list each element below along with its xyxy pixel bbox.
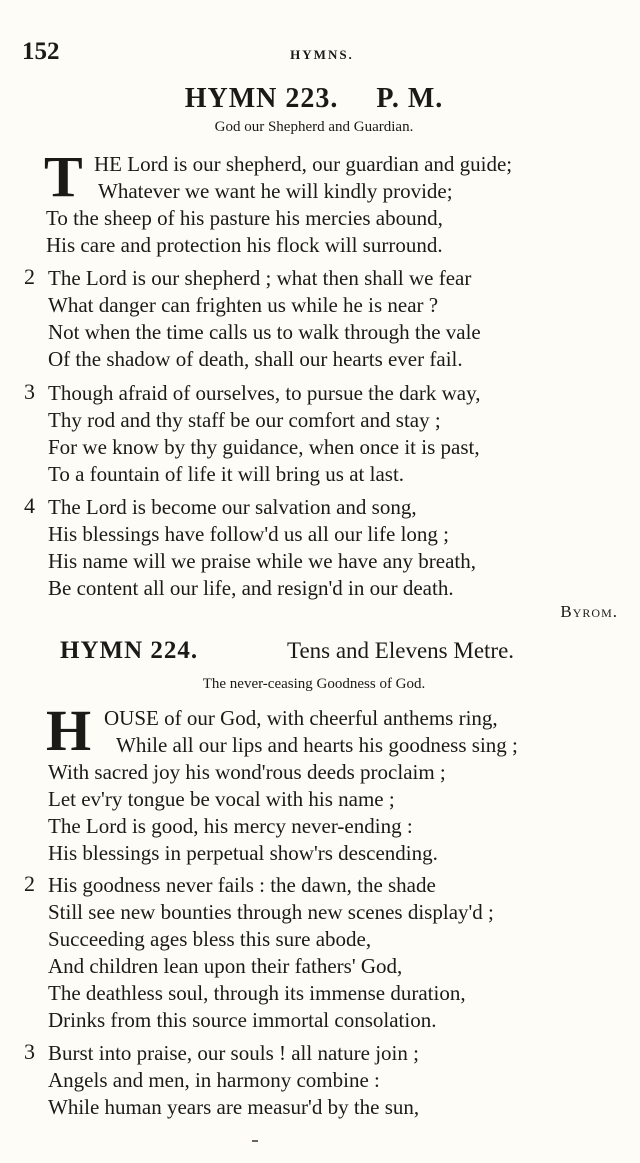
- verse-line: His care and protection his flock will surround.: [46, 233, 443, 257]
- hymn-223-author: Byrom.: [560, 602, 618, 621]
- bottom-rule-mark: [252, 1140, 258, 1142]
- stanza-number: 2: [24, 871, 35, 896]
- running-title: HYMNS.: [290, 47, 354, 62]
- verse-line: For we know by thy guidance, when once it is past,: [48, 435, 480, 459]
- verse-line: Be content all our life, and resign'd in our death.: [48, 576, 454, 600]
- verse-line: To the sheep of his pasture his mercies abound,: [46, 206, 443, 230]
- verse-line: While all our lips and hearts his goodness sing ;: [116, 733, 518, 757]
- verse-line: Drinks from this source immortal consolation.: [48, 1008, 437, 1032]
- stanza-number: 3: [24, 379, 35, 404]
- verse-line: The Lord is good, his mercy never-ending :: [48, 814, 413, 838]
- verse-line: And children lean upon their fathers' God,: [48, 954, 403, 978]
- hymn-224-meter: Tens and Elevens Metre.: [287, 638, 515, 663]
- verse-line: His name will we praise while we have any breath,: [48, 549, 477, 573]
- hymn-224-number: HYMN 224.: [60, 637, 199, 664]
- stanza-number: 3: [24, 1039, 35, 1064]
- verse-line: Succeeding ages bless this sure abode,: [48, 927, 372, 951]
- verse-line: What danger can frighten us while he is near ?: [48, 293, 439, 317]
- hymn-223-meter: P. M.: [376, 83, 444, 114]
- hymn-224-subtitle: The never-ceasing Goodness of God.: [202, 676, 426, 692]
- verse-line: Angels and men, in harmony combine :: [48, 1068, 380, 1092]
- verse-line: Still see new bounties through new scenes display'd ;: [48, 900, 494, 924]
- page-number: 152: [22, 38, 60, 65]
- verse-line: His goodness never fails : the dawn, the shade: [48, 873, 436, 897]
- verse-line: Burst into praise, our souls ! all nature join ;: [48, 1041, 419, 1065]
- hymn-223-dropcap: T: [44, 144, 83, 209]
- verse-line: His blessings in perpetual show'rs descending.: [48, 841, 438, 865]
- stanza-number: 4: [24, 493, 35, 518]
- hymn-223-subtitle: God our Shepherd and Guardian.: [214, 119, 414, 135]
- running-head: [22, 38, 622, 68]
- hymn-223-number: HYMN 223.: [184, 83, 339, 114]
- hymn-223-heading: [0, 83, 628, 115]
- verse-line: While human years are measur'd by the sun,: [48, 1095, 420, 1119]
- verse-line: To a fountain of life it will bring us at last.: [48, 462, 405, 486]
- verse-line: With sacred joy his wond'rous deeds proclaim ;: [48, 760, 446, 784]
- verse-line: The deathless soul, through its immense duration,: [48, 981, 466, 1005]
- verse-line: His blessings have follow'd us all our life long ;: [48, 522, 449, 546]
- hymn-224-dropcap: H: [46, 698, 92, 763]
- verse-line: HE Lord is our shepherd, our guardian and guide;: [94, 152, 513, 176]
- verse-line: The Lord is become our salvation and song,: [48, 495, 417, 519]
- verse-line: Though afraid of ourselves, to pursue the dark way,: [48, 381, 481, 405]
- verse-line: Whatever we want he will kindly provide;: [98, 179, 453, 203]
- verse-line: Of the shadow of death, shall our hearts ever fail.: [48, 347, 463, 371]
- verse-line: Not when the time calls us to walk through the vale: [48, 320, 481, 344]
- verse-line: The Lord is our shepherd ; what then shall we fear: [48, 266, 472, 290]
- stanza-number: 2: [24, 264, 35, 289]
- verse-line: OUSE of our God, with cheerful anthems ring,: [104, 706, 498, 730]
- verse-line: Let ev'ry tongue be vocal with his name ;: [48, 787, 395, 811]
- verse-line: Thy rod and thy staff be our comfort and stay ;: [48, 408, 441, 432]
